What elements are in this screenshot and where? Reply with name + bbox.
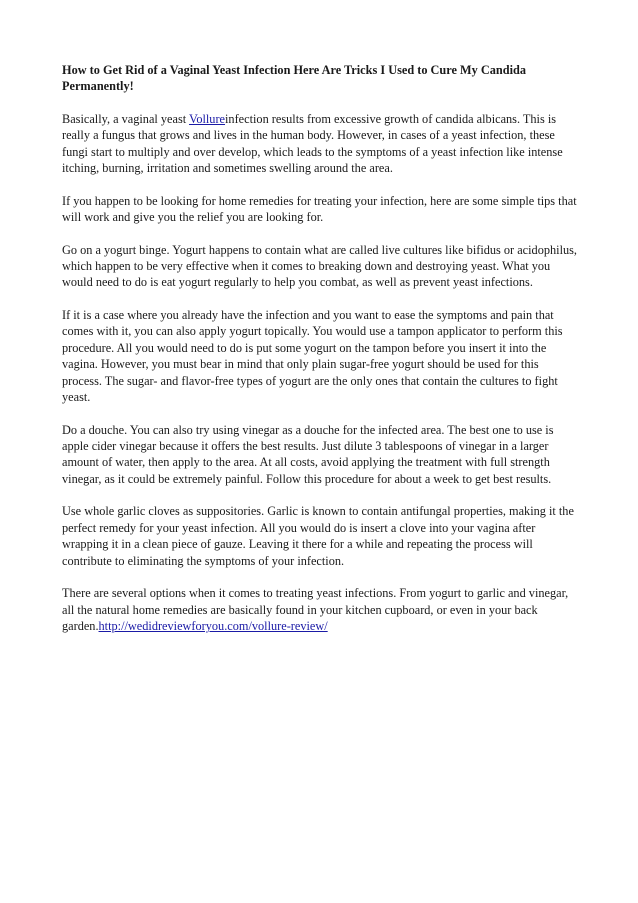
- paragraph-intro-text-after: infection results from excessive growth of candida albicans. This is really a fungus that grows and lives in the human body. However, in cases of a yeast infection, these fungi start to multiply and over develop, which leads to the symptoms of a yeast infection like intense itching, burning, irritation and sometimes swelling around the area.: [62, 111, 563, 176]
- paragraph-intro: [62, 111, 578, 177]
- paragraph-douche: Do a douche. You can also try using vinegar as a douche for the infected area. The best one to use is apple cider vinegar because it offers the best results. Just dilute 3 tablespoons of vinegar in a larger amount of water, then apply to the area. At all costs, avoid applying the treatment with full strength vinegar, as it could be extremely painful. Follow this procedure for about a week to get best results.: [62, 422, 554, 486]
- paragraph-intro-text-before: Basically, a vaginal yeast: [62, 111, 190, 126]
- paragraph-garlic: Use whole garlic cloves as suppositories. Garlic is known to contain antifungal properties, making it the perfect remedy for your yeast infection. All you would do is insert a clove into your vagina after wrapping it in a clean piece of gauze. Leaving it there for a while and repeating the process will contribute to eliminating the symptoms of your infection.: [62, 504, 574, 568]
- paragraph-yogurt-binge: Go on a yogurt binge. Yogurt happens to contain what are called live cultures like bifidus or acidophilus, which happen to be very effective when it comes to breaking down and destroying yeast. What you would need to do is eat yogurt regularly to help you combat, as well as prevent yeast infections.: [62, 242, 577, 290]
- paragraph-yogurt-topical: If it is a case where you already have the infection and you want to ease the symptoms and pain that comes with it, you can also apply yogurt topically. You would use a tampon applicator to perform this procedure. All you would need to do is put some yogurt on the tampon before you insert it into the vagina. However, you must bear in mind that only plain sugar-free yogurt should be used for this process. The sugar- and flavor-free types of yogurt are the only ones that contain the cultures to fight yeast.: [62, 308, 563, 405]
- review-url-link[interactable]: http://wedidreviewforyou.com/vollure-review/: [98, 619, 328, 634]
- paragraph-remedies-intro: If you happen to be looking for home remedies for treating your infection, here are some simple tips that will work and give you the relief you are looking for.: [62, 193, 577, 225]
- vollure-link[interactable]: Vollure: [189, 111, 226, 126]
- paragraph-conclusion: [62, 585, 578, 634]
- document-page: [62, 62, 578, 651]
- document-title: How to Get Rid of a Vaginal Yeast Infection Here Are Tricks I Used to Cure My Candida Permanently!: [62, 63, 526, 94]
- paragraph-conclusion-text: There are several options when it comes to treating yeast infections. From yogurt to garlic and vinegar, all the natural home remedies are basically found in your kitchen cupboard, or even in your back garden.: [62, 586, 569, 634]
